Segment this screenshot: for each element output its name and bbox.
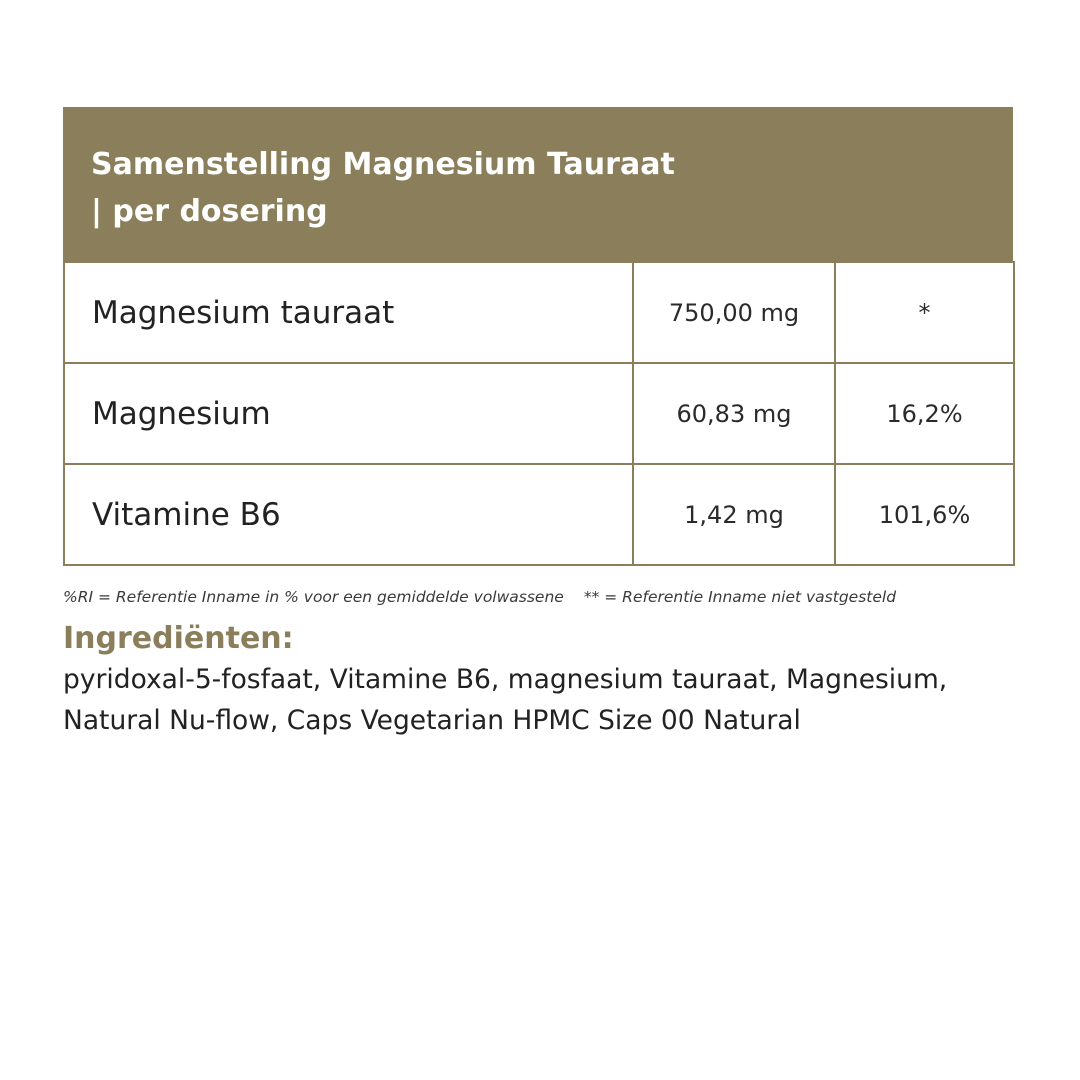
- table-row: [64, 464, 1014, 565]
- footnotes: [63, 588, 1023, 606]
- ingredients-text: pyridoxal-5-fosfaat, Vitamine B6, magnesium tauraat, Magnesium, Natural Nu-flow, Caps Vegetarian HPMC Size 00 Natural: [63, 664, 948, 736]
- table-title-line1: Samenstelling Magnesium Tauraat: [91, 147, 675, 182]
- composition-table: [63, 261, 1015, 566]
- ingredients-heading: Ingrediënten:: [63, 621, 294, 656]
- row-ri: 101,6%: [835, 464, 1014, 565]
- footnote-ri: %RI = Referentie Inname in % voor een gemiddelde volwassene: [63, 588, 564, 606]
- row-name: Vitamine B6: [64, 464, 633, 565]
- composition-panel: [63, 107, 1013, 566]
- table-title-line2: | per dosering: [91, 194, 328, 229]
- row-amount: 60,83 mg: [633, 363, 835, 464]
- table-row: [64, 363, 1014, 464]
- table-title: [91, 141, 731, 235]
- row-ri: 16,2%: [835, 363, 1014, 464]
- row-ri: *: [835, 262, 1014, 363]
- footnote-not-set: ** = Referentie Inname niet vastgesteld: [583, 588, 897, 606]
- table-header: [63, 107, 1013, 261]
- row-name: Magnesium tauraat: [64, 262, 633, 363]
- row-amount: 750,00 mg: [633, 262, 835, 363]
- row-name: Magnesium: [64, 363, 633, 464]
- table-row: [64, 262, 1014, 363]
- row-amount: 1,42 mg: [633, 464, 835, 565]
